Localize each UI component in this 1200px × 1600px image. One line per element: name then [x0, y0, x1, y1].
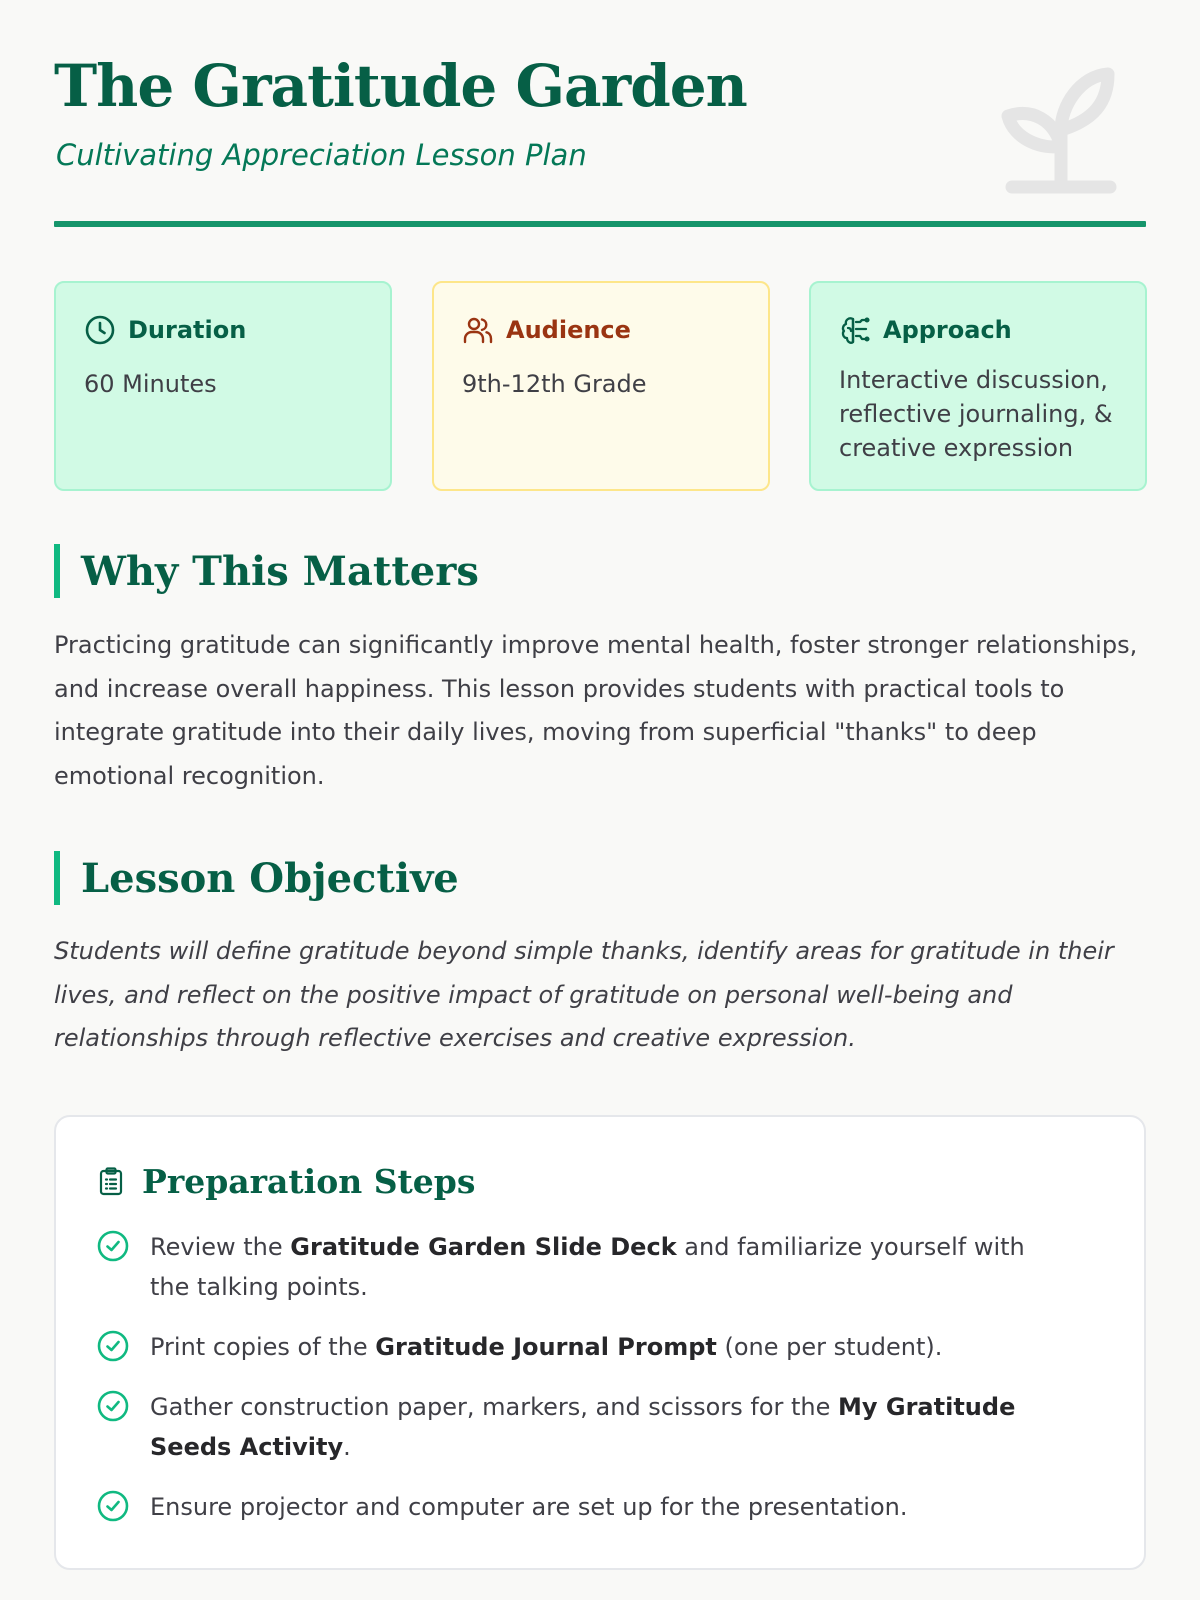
- why-section-heading: [54, 544, 479, 598]
- clock-icon: [84, 314, 116, 346]
- preparation-step-text: Gather construction paper, markers, and scissors for the My Gratitude Seeds Activity.: [150, 1393, 1016, 1461]
- duration-card: [54, 281, 392, 491]
- duration-value: 60 Minutes: [84, 370, 217, 398]
- preparation-card: [54, 1115, 1146, 1570]
- duration-label: Duration: [128, 316, 247, 344]
- list-item: [96, 1327, 1104, 1367]
- list-item: [96, 1487, 1104, 1527]
- objective-section-heading: [54, 851, 459, 905]
- sprout-icon: [998, 64, 1124, 202]
- approach-card: [809, 281, 1147, 491]
- check-circle-icon: [96, 1389, 130, 1423]
- approach-label: Approach: [883, 316, 1012, 344]
- check-circle-icon: [96, 1229, 130, 1263]
- clipboard-icon: [96, 1166, 126, 1196]
- check-circle-icon: [96, 1489, 130, 1523]
- audience-value: 9th-12th Grade: [462, 370, 647, 398]
- preparation-step-text: Review the Gratitude Garden Slide Deck and familiarize yourself with the talking points.: [150, 1233, 1025, 1301]
- why-title: Why This Matters: [81, 547, 479, 595]
- list-item: [96, 1227, 1104, 1307]
- page-title: The Gratitude Garden: [54, 52, 747, 120]
- objective-body: Students will define gratitude beyond simple thanks, identify areas for gratitude in their lives, and reflect on the positive impact of gratitude on personal well-being and relationships through reflective exercises and creative expression.: [54, 937, 1114, 1052]
- list-item: [96, 1387, 1104, 1467]
- preparation-list: [96, 1227, 1104, 1527]
- brain-icon: [839, 314, 871, 346]
- audience-card: [432, 281, 770, 491]
- check-circle-icon: [96, 1329, 130, 1363]
- preparation-step-text: Ensure projector and computer are set up for the presentation.: [150, 1493, 908, 1521]
- page-subtitle: Cultivating Appreciation Lesson Plan: [56, 138, 587, 172]
- objective-title: Lesson Objective: [81, 854, 459, 902]
- users-icon: [462, 314, 494, 346]
- why-body: Practicing gratitude can significantly improve mental health, foster stronger relationships, and increase overall happiness. This lesson provides students with practical tools to integrate gratitude into their daily lives, moving from superficial "thanks" to deep emotional recognition.: [54, 631, 1138, 790]
- audience-label: Audience: [506, 316, 631, 344]
- header-divider: [54, 221, 1146, 227]
- info-cards: [54, 281, 1146, 491]
- preparation-title: Preparation Steps: [142, 1161, 476, 1201]
- preparation-step-text: Print copies of the Gratitude Journal Prompt (one per student).: [150, 1333, 943, 1361]
- approach-value: Interactive discussion, reflective journaling, & creative expression: [839, 366, 1113, 462]
- header: [54, 0, 1146, 228]
